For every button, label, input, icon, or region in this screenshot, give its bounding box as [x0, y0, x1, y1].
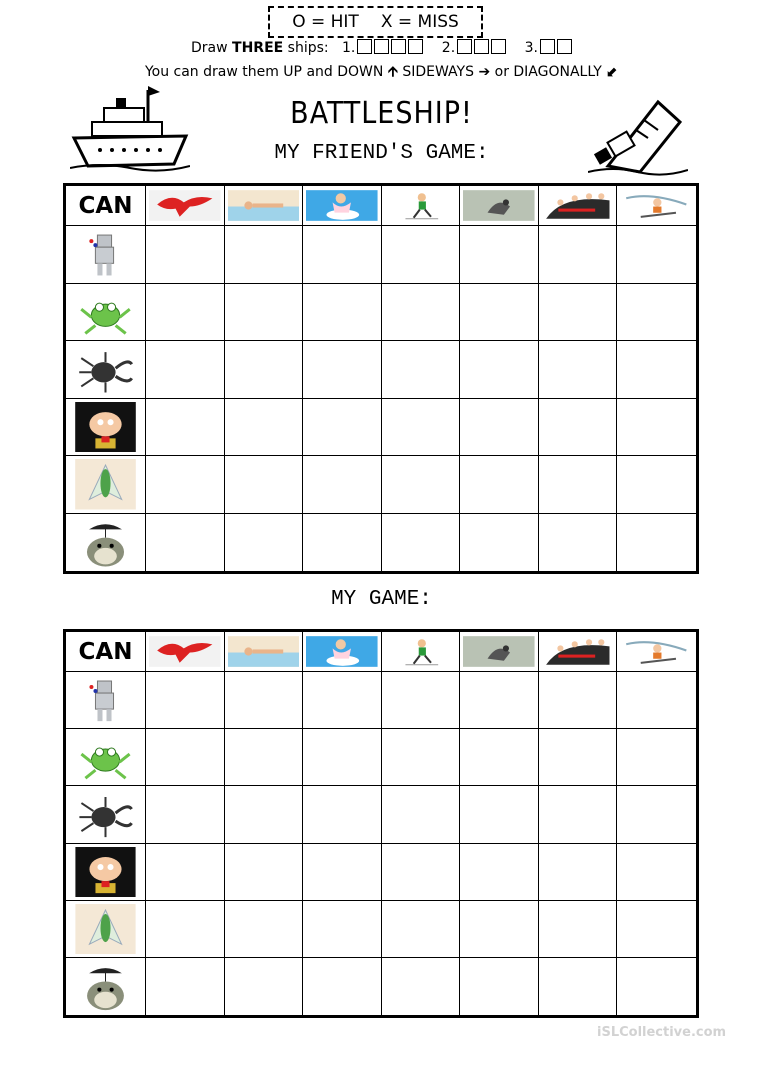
my-game-grid-cell[interactable]: [460, 958, 539, 1015]
swimming-picture: [228, 635, 300, 668]
friends-game-grid-cell[interactable]: [617, 399, 696, 457]
my-game-grid-cell[interactable]: [460, 672, 539, 729]
friends-game-grid-cell[interactable]: [225, 341, 304, 399]
friends-game-grid-cell[interactable]: [460, 341, 539, 399]
friends-game-row-header: [66, 226, 146, 284]
friends-game-grid-cell[interactable]: [146, 341, 225, 399]
friends-game-grid-cell[interactable]: [539, 284, 618, 342]
friends-game-grid-cell[interactable]: [460, 514, 539, 572]
friends-game-grid-cell[interactable]: [617, 284, 696, 342]
boy-running-picture: [385, 635, 457, 668]
my-game-heading: MY GAME:: [331, 588, 432, 611]
my-game-grid-cell[interactable]: [225, 901, 304, 958]
my-game-row-header: [66, 901, 146, 958]
my-game-grid-cell[interactable]: [382, 729, 461, 786]
my-game-grid-cell[interactable]: [382, 901, 461, 958]
friends-game-grid-cell[interactable]: [539, 456, 618, 514]
friends-game-grid-cell[interactable]: [146, 226, 225, 284]
friends-game-grid-cell[interactable]: [303, 514, 382, 572]
friends-game-grid-cell[interactable]: [303, 399, 382, 457]
legend-hit: O = HIT: [292, 12, 359, 32]
legend-box: [268, 6, 483, 38]
friends-game-corner-label: CAN: [66, 186, 146, 226]
legend-miss: X = MISS: [380, 12, 459, 32]
robot-picture: [69, 675, 142, 725]
skier-picture: [620, 189, 693, 222]
my-game-grid-cell[interactable]: [146, 901, 225, 958]
my-game-row-header: [66, 729, 146, 786]
my-game-grid-cell[interactable]: [303, 786, 382, 843]
my-game-grid-cell[interactable]: [303, 729, 382, 786]
my-game-grid-cell[interactable]: [460, 901, 539, 958]
my-game-grid-cell[interactable]: [382, 786, 461, 843]
ship-1: 1.: [342, 40, 423, 56]
friends-game-grid-cell[interactable]: [225, 399, 304, 457]
beetle-picture: [69, 344, 142, 395]
friends-game-grid-cell[interactable]: [460, 284, 539, 342]
my-game-grid-cell[interactable]: [460, 786, 539, 843]
my-game-column-header: [539, 632, 618, 672]
my-game-column-header: [460, 632, 539, 672]
friends-game-grid-cell[interactable]: [225, 456, 304, 514]
friends-game-grid-cell[interactable]: [539, 399, 618, 457]
my-game-grid-cell[interactable]: [382, 958, 461, 1015]
my-game-grid-cell[interactable]: [617, 786, 696, 843]
ship-3: 3.: [525, 40, 572, 56]
friends-game-heading: MY FRIEND'S GAME:: [274, 142, 489, 165]
friends-game-grid-cell[interactable]: [382, 284, 461, 342]
boy-running-picture: [385, 189, 457, 222]
my-game-grid-cell[interactable]: [146, 786, 225, 843]
frog-jumping-picture: [463, 635, 535, 668]
my-game-grid-cell[interactable]: [225, 844, 304, 901]
friends-game-column-header: [303, 186, 382, 226]
friends-game-column-header: [539, 186, 618, 226]
ship-2: 2.: [442, 40, 506, 56]
frog-picture: [69, 732, 142, 782]
friends-game-grid-cell[interactable]: [382, 341, 461, 399]
friends-game-grid-cell[interactable]: [460, 399, 539, 457]
flying-bird-picture: [149, 189, 221, 222]
frog-picture: [69, 287, 142, 338]
singers-picture: [542, 189, 614, 222]
friends-game-grid-cell[interactable]: [617, 514, 696, 572]
my-game-row-header: [66, 844, 146, 901]
friends-game-grid: [63, 183, 699, 574]
friends-game-grid-cell[interactable]: [303, 341, 382, 399]
my-game-grid-cell[interactable]: [382, 672, 461, 729]
flying-bird-picture: [149, 635, 221, 668]
friends-game-grid-cell[interactable]: [225, 226, 304, 284]
friends-game-grid-cell[interactable]: [146, 284, 225, 342]
my-game-corner-label: CAN: [66, 632, 146, 672]
friends-game-column-header: [460, 186, 539, 226]
cartoon-baby-picture: [69, 402, 142, 453]
arrow-up-icon: 🡩: [387, 64, 398, 80]
my-game-grid-cell[interactable]: [617, 901, 696, 958]
friends-game-grid-cell[interactable]: [303, 456, 382, 514]
friends-game-grid-cell[interactable]: [460, 456, 539, 514]
friends-game-grid-cell[interactable]: [539, 226, 618, 284]
friends-game-column-header: [225, 186, 304, 226]
my-game-column-header: [303, 632, 382, 672]
friends-game-grid-cell[interactable]: [617, 226, 696, 284]
my-game-grid-cell[interactable]: [539, 958, 618, 1015]
my-game-grid-cell[interactable]: [539, 786, 618, 843]
cicada-picture: [69, 904, 142, 954]
my-game-grid-cell[interactable]: [460, 729, 539, 786]
cartoon-baby-picture: [69, 847, 142, 897]
my-game-grid-cell[interactable]: [146, 729, 225, 786]
my-game-grid-cell[interactable]: [225, 729, 304, 786]
my-game-grid-cell[interactable]: [617, 958, 696, 1015]
friends-game-grid-cell[interactable]: [303, 284, 382, 342]
friends-game-row-header: [66, 284, 146, 342]
friends-game-grid-cell[interactable]: [617, 341, 696, 399]
friends-game-grid-cell[interactable]: [539, 514, 618, 572]
instruction-line-2: You can draw them UP and DOWN 🡩 SIDEWAYS ➔ or DIAGONALLY ⬋: [144, 64, 619, 80]
girl-skating-picture: [306, 635, 378, 668]
my-game-grid-cell[interactable]: [539, 672, 618, 729]
my-game-column-header: [146, 632, 225, 672]
frog-jumping-picture: [463, 189, 535, 222]
friends-game-row-header: [66, 341, 146, 399]
swimming-picture: [228, 189, 300, 222]
robot-picture: [69, 229, 142, 280]
my-game-grid-cell[interactable]: [382, 844, 461, 901]
my-game-grid-cell[interactable]: [225, 786, 304, 843]
friends-game-grid-cell[interactable]: [303, 226, 382, 284]
my-game-grid-cell[interactable]: [617, 729, 696, 786]
my-game-column-header: [382, 632, 461, 672]
my-game-grid-cell[interactable]: [146, 958, 225, 1015]
friends-game-row-header: [66, 514, 146, 572]
my-game-grid: [63, 629, 699, 1018]
friends-game-grid-cell[interactable]: [539, 341, 618, 399]
arrow-diagonal-icon: ⬋: [606, 64, 619, 80]
my-game-grid-cell[interactable]: [539, 901, 618, 958]
friends-game-grid-cell[interactable]: [460, 226, 539, 284]
my-game-grid-cell[interactable]: [460, 844, 539, 901]
my-game-grid-cell[interactable]: [303, 844, 382, 901]
my-game-grid-cell[interactable]: [539, 729, 618, 786]
my-game-row-header: [66, 958, 146, 1015]
my-game-grid-cell[interactable]: [146, 844, 225, 901]
my-game-row-header: [66, 672, 146, 729]
friends-game-grid-cell[interactable]: [617, 456, 696, 514]
my-game-grid-cell[interactable]: [617, 844, 696, 901]
my-game-grid-cell[interactable]: [539, 844, 618, 901]
watermark: iSLCollective.com: [597, 1025, 727, 1040]
page-title: BATTLESHIP!: [290, 96, 473, 131]
cicada-picture: [69, 459, 142, 510]
singers-picture: [542, 635, 614, 668]
my-game-grid-cell[interactable]: [146, 672, 225, 729]
girl-skating-picture: [306, 189, 378, 222]
my-game-grid-cell[interactable]: [303, 901, 382, 958]
friends-game-column-header: [382, 186, 461, 226]
totoro-picture: [69, 961, 142, 1012]
friends-game-column-header: [146, 186, 225, 226]
friends-game-grid-cell[interactable]: [382, 226, 461, 284]
friends-game-grid-cell[interactable]: [382, 399, 461, 457]
my-game-grid-cell[interactable]: [303, 672, 382, 729]
my-game-grid-cell[interactable]: [617, 672, 696, 729]
friends-game-grid-cell[interactable]: [225, 284, 304, 342]
skier-picture: [620, 635, 693, 668]
totoro-picture: [69, 517, 142, 569]
friends-game-grid-cell[interactable]: [146, 456, 225, 514]
my-game-grid-cell[interactable]: [225, 672, 304, 729]
my-game-column-header: [617, 632, 696, 672]
friends-game-row-header: [66, 456, 146, 514]
my-game-row-header: [66, 786, 146, 843]
my-game-column-header: [225, 632, 304, 672]
beetle-picture: [69, 789, 142, 839]
my-game-grid-cell[interactable]: [225, 958, 304, 1015]
friends-game-grid-cell[interactable]: [146, 514, 225, 572]
friends-game-grid-cell[interactable]: [146, 399, 225, 457]
instruction-line-1: Draw THREE ships: 1. 2. 3.: [0, 39, 763, 56]
friends-game-grid-cell[interactable]: [382, 514, 461, 572]
my-game-grid-cell[interactable]: [303, 958, 382, 1015]
friends-game-column-header: [617, 186, 696, 226]
friends-game-grid-cell[interactable]: [225, 514, 304, 572]
friends-game-row-header: [66, 399, 146, 457]
arrow-right-icon: ➔: [478, 64, 491, 80]
friends-game-grid-cell[interactable]: [382, 456, 461, 514]
